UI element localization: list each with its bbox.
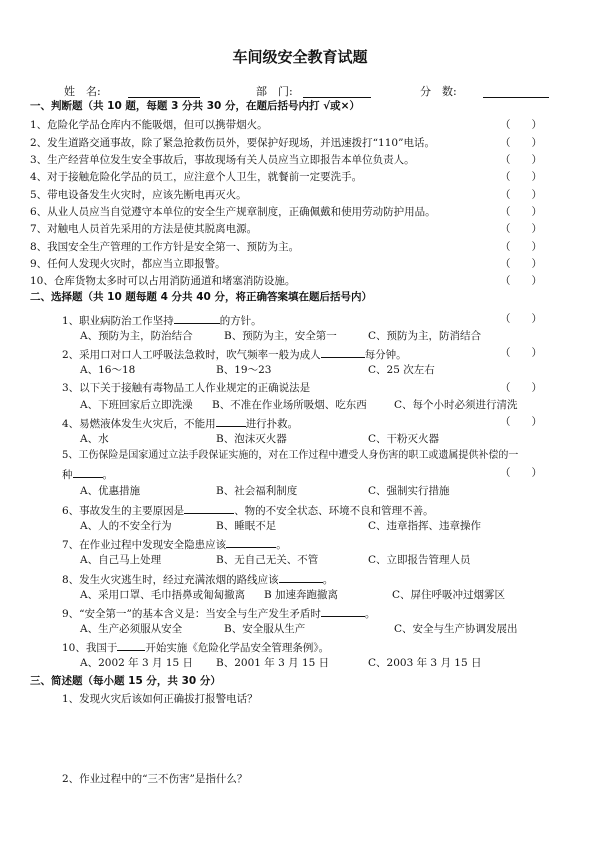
answer-parens[interactable]: （ ） xyxy=(500,171,542,183)
judge-question: 7、对触电人员首先采用的方法是使其脱离电源。 xyxy=(30,223,258,235)
score-label: 分 数: xyxy=(420,85,457,98)
option-c: C、违章指挥、违章操作 xyxy=(368,520,482,532)
option-c: C、屏住呼吸冲过烟雾区 xyxy=(392,589,506,601)
section-3-heading: 三、简述题（每小题 15 分，共 30 分） xyxy=(30,675,221,687)
fill-blank[interactable] xyxy=(216,415,246,427)
option-a: A、人的不安全行为 xyxy=(80,520,172,532)
name-label: 姓 名: xyxy=(64,85,101,98)
option-b: B、19～23 xyxy=(216,364,272,376)
option-b: B、不准在作业场所吸烟、吃东西 xyxy=(212,399,367,411)
option-c: C、安全与生产协调发展出 xyxy=(394,623,518,635)
judge-question: 2、发生道路交通事故，除了紧急抢救伤员外，要保护好现场，并迅速拨打“110”电话。 xyxy=(30,137,435,149)
answer-parens[interactable]: （ ） xyxy=(500,467,542,479)
answer-parens[interactable]: （ ） xyxy=(500,223,542,235)
fill-blank[interactable] xyxy=(321,346,365,358)
option-b: B、安全服从生产 xyxy=(224,623,306,635)
choice-question-10: 10、我国于 开始实施《危险化学品安全管理条例》。 xyxy=(62,639,329,655)
fill-blank[interactable] xyxy=(117,639,145,651)
choice-question-2: 2、采用口对口人工呼吸法急救时，吹气频率一般为成人 每分钟。 xyxy=(62,346,407,362)
choice-question-5: 5、工伤保险是国家通过立法手段保证实施的，对在工作过程中遭受人身伤害的职工或遗属提供补偿的一 xyxy=(62,450,519,461)
option-a: A、采用口罩、毛巾捂鼻或匍匐撤离 xyxy=(80,589,246,601)
fill-blank[interactable] xyxy=(73,466,103,478)
option-b: B、社会福利制度 xyxy=(216,485,298,497)
judge-question: 5、带电设备发生火灾时，应该先断电再灭火。 xyxy=(30,189,247,201)
fill-blank[interactable] xyxy=(174,312,220,324)
option-a: A、16～18 xyxy=(80,364,136,376)
judge-question: 1、危险化学品仓库内不能吸烟，但可以携带烟火。 xyxy=(30,119,268,131)
judge-question: 8、我国安全生产管理的工作方针是安全第一、预防为主。 xyxy=(30,241,300,253)
answer-parens[interactable]: （ ） xyxy=(500,313,542,325)
judge-question: 3、生产经营单位发生安全事故后，事故现场有关人员应当立即报告本单位负责人。 xyxy=(30,154,415,166)
choice-question-1: 1、职业病防治工作坚持 的方针。 xyxy=(62,312,262,328)
choice-question-3: 3、以下关于接触有毒物品工人作业规定的正确说法是 xyxy=(62,382,311,394)
answer-parens[interactable]: （ ） xyxy=(500,347,542,359)
score-field[interactable] xyxy=(483,97,549,98)
answer-parens[interactable]: （ ） xyxy=(500,189,542,201)
answer-parens[interactable]: （ ） xyxy=(500,258,542,270)
option-c: C、每个小时必须进行清洗 xyxy=(394,399,518,411)
answer-parens[interactable]: （ ） xyxy=(500,275,542,287)
option-c: C、2003 年 3 月 15 日 xyxy=(368,657,482,669)
option-b: B、无自己无关、不管 xyxy=(216,554,319,566)
name-field[interactable] xyxy=(128,97,200,98)
option-c: C、25 次左右 xyxy=(368,364,435,376)
exam-title: 车间级安全教育试题 xyxy=(232,48,368,66)
fill-blank[interactable] xyxy=(184,502,234,514)
option-a: A、自己马上处理 xyxy=(80,554,162,566)
choice-question-6: 6、事故发生的主要原因是 、物的不安全状态、环境不良和管理不善。 xyxy=(62,502,434,518)
judge-question: 6、从业人员应当自觉遵守本单位的安全生产规章制度，正确佩戴和使用劳动防护用品。 xyxy=(30,206,436,218)
answer-parens[interactable]: （ ） xyxy=(500,137,542,149)
choice-question-9: 9、“安全第一”的基本含义是：当安全与生产发生矛盾时 。 xyxy=(62,605,375,621)
option-b: B、预防为主，安全第一 xyxy=(224,330,337,342)
student-info-row xyxy=(0,83,600,99)
judge-question: 10、仓库货物太多时可以占用消防通道和堵塞消防设施。 xyxy=(30,275,296,287)
option-b: B、泡沫灭火器 xyxy=(216,433,287,445)
fill-blank[interactable] xyxy=(226,536,276,548)
answer-parens[interactable]: （ ） xyxy=(500,206,542,218)
answer-parens[interactable]: （ ） xyxy=(500,241,542,253)
option-c: C、立即报告管理人员 xyxy=(368,554,471,566)
short-question-1: 1、发现火灾后该如何正确拔打报警电话？ xyxy=(62,693,258,705)
option-a: A、水 xyxy=(80,433,109,445)
option-a: A、下班回家后立即洗澡 xyxy=(80,399,193,411)
judge-question: 4、对于接触危险化学品的员工，应注意个人卫生，就餐前一定要洗手。 xyxy=(30,171,363,183)
answer-parens[interactable]: （ ） xyxy=(500,119,542,131)
dept-label: 部 门: xyxy=(256,85,293,98)
answer-parens[interactable]: （ ） xyxy=(500,416,542,428)
option-c: C、预防为主，防消结合 xyxy=(368,330,482,342)
section-2-heading: 二、选择题（共 10 题每题 4 分共 40 分，将正确答案填在题后括号内） xyxy=(30,291,372,303)
option-b: B、2001 年 3 月 15 日 xyxy=(216,657,330,669)
short-question-2: 2、作业过程中的“三不伤害”是指什么？ xyxy=(62,773,248,785)
answer-parens[interactable]: （ ） xyxy=(500,382,542,394)
option-b: B 加速奔跑撤离 xyxy=(264,589,339,601)
option-a: A、生产必须服从安全 xyxy=(80,623,183,635)
option-b: B、睡眠不足 xyxy=(216,520,277,532)
dept-field[interactable] xyxy=(303,97,371,98)
judge-question: 9、任何人发现火灾时，都应当立即报警。 xyxy=(30,258,226,270)
option-a: A、优惠措施 xyxy=(80,485,141,497)
answer-parens[interactable]: （ ） xyxy=(500,154,542,166)
fill-blank[interactable] xyxy=(321,605,365,617)
choice-question-7: 7、在作业过程中发现安全隐患应该 。 xyxy=(62,536,287,552)
option-c: C、强制实行措施 xyxy=(368,485,450,497)
option-c: C、干粉灭火器 xyxy=(368,433,440,445)
choice-question-8: 8、发生火灾逃生时，经过充满浓烟的路线应该 。 xyxy=(62,571,333,587)
choice-question-5-cont: 种 。 xyxy=(62,466,113,482)
section-1-heading: 一、判断题（共 10 题，每题 3 分共 30 分，在题后括号内打 √或×） xyxy=(30,100,360,112)
option-a: A、预防为主，防治结合 xyxy=(80,330,193,342)
choice-question-4: 4、易燃液体发生火灾后，不能用 进行扑救。 xyxy=(62,415,298,431)
option-a: A、2002 年 3 月 15 日 xyxy=(80,657,194,669)
fill-blank[interactable] xyxy=(279,571,323,583)
